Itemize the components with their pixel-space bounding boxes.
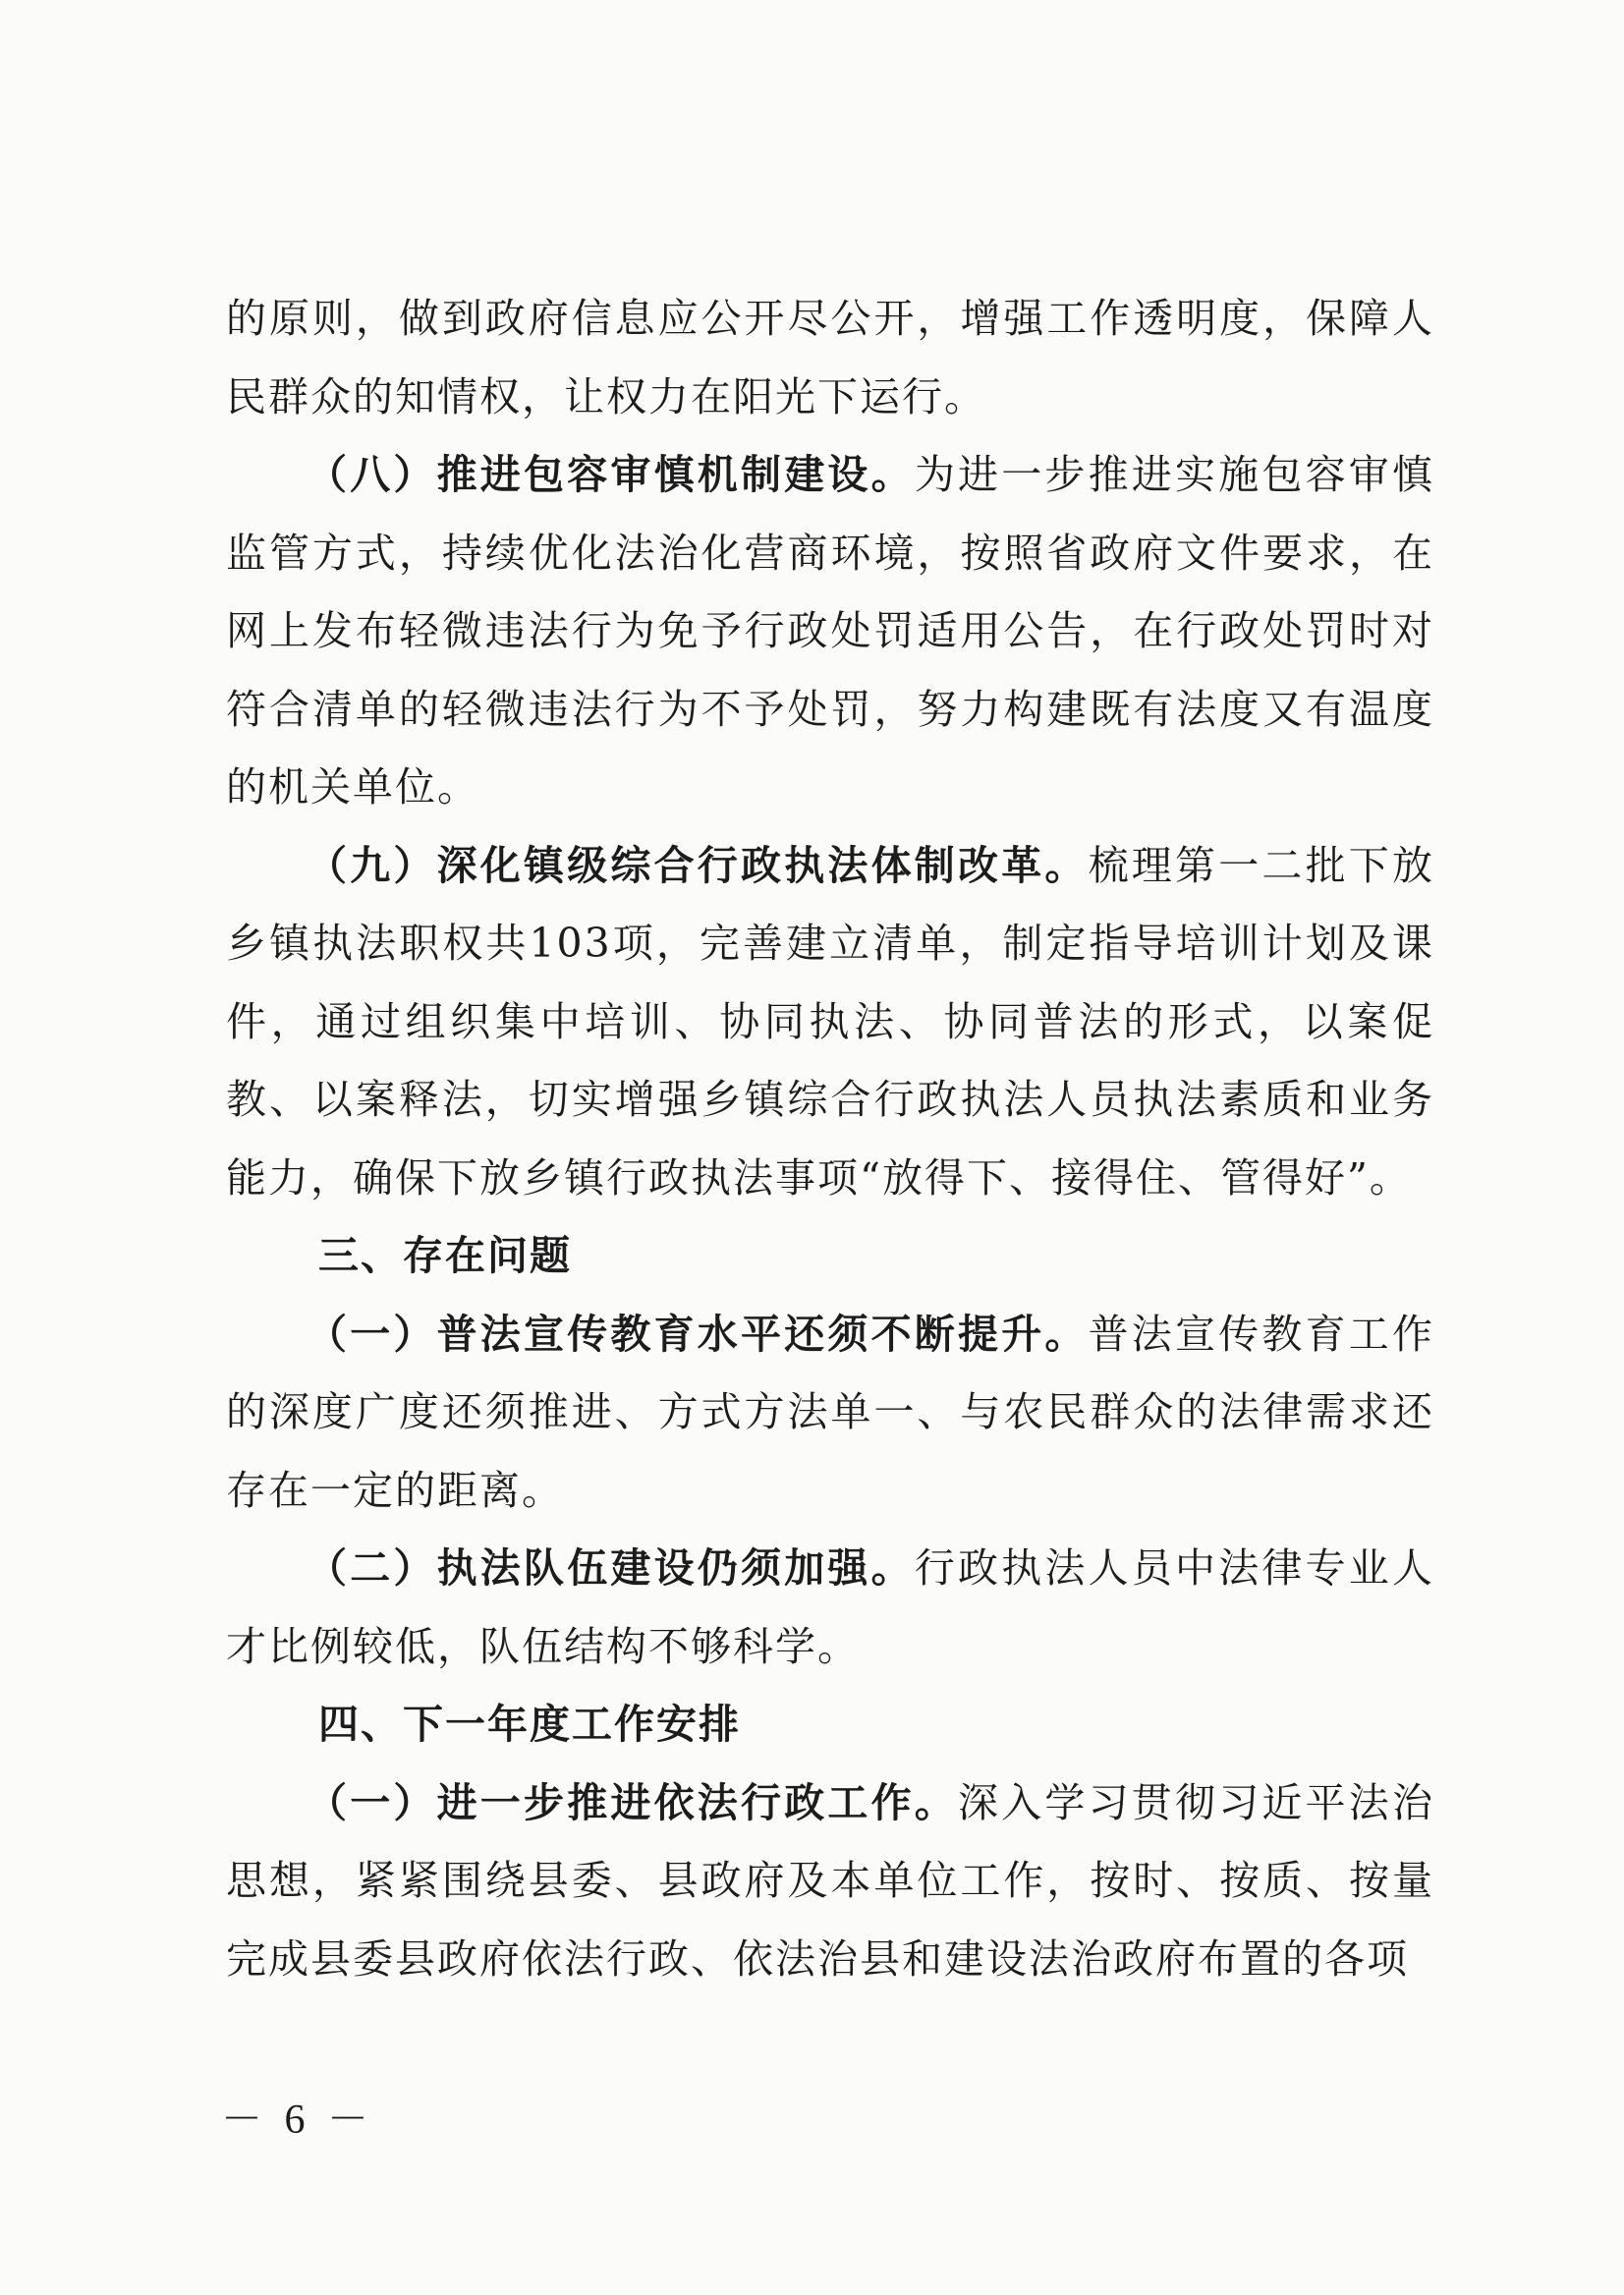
paragraph-issue-1 [226, 1296, 1434, 1531]
paragraph-lead: （二）执法队伍建设仍须加强。 [307, 1544, 915, 1592]
paragraph-continuation [226, 280, 1434, 436]
paragraph-issue-2 [226, 1530, 1434, 1686]
paragraph-text: 梳理第一二批下放乡镇执法职权共103项，完善建立清单，制定指导培训计划及课件，通过组织集中培训、协同执法、协同普法的形式，以案促教、以案释法，切实增强乡镇综合行政执法人员执法素质和业务能力，确保下放乡镇行政执法事项“放得下、接得住、管得好”。 [226, 841, 1435, 1202]
paragraph-text: 普法宣传教育工作的深度广度还须推进、方式方法单一、与农民群众的法律需求还存在一定的距离。 [226, 1310, 1435, 1514]
paragraph-lead: （九）深化镇级综合行政执法体制改革。 [307, 841, 1089, 889]
paragraph-item-8 [226, 436, 1434, 827]
paragraph-lead: （八）推进包容审慎机制建设。 [307, 451, 915, 498]
paragraph-text: 为进一步推进实施包容审慎监管方式，持续优化法治化营商环境，按照省政府文件要求，在网上发布轻微违法行为免予行政处罚适用公告，在行政处罚时对符合清单的轻微违法行为不予处罚，努力构建既有法度又有温度的机关单位。 [226, 451, 1435, 811]
paragraph-item-9 [226, 827, 1434, 1218]
paragraph-lead: （一）普法宣传教育水平还须不断提升。 [307, 1310, 1089, 1358]
page-number: － 6 － [221, 2098, 375, 2143]
paragraph-text: 深入学习贯彻习近平法治思想，紧紧围绕县委、县政府及本单位工作，按时、按质、按量完成县委县政府依法行政、依法治县和建设法治政府布置的各项 [226, 1778, 1434, 1983]
section-heading-next-year-plan: 四、下一年度工作安排 [318, 1701, 741, 1748]
paragraph-text: 行政执法人员中法律专业人才比例较低，队伍结构不够科学。 [226, 1544, 1435, 1670]
document-body [226, 280, 1434, 1998]
paragraph-lead: （一）进一步推进依法行政工作。 [307, 1778, 958, 1826]
paragraph-plan-1 [226, 1764, 1434, 1999]
section-heading-issues: 三、存在问题 [318, 1232, 572, 1279]
paragraph-text: 的原则，做到政府信息应公开尽公开，增强工作透明度，保障人民群众的知情权，让权力在阳光下运行。 [226, 295, 1434, 420]
